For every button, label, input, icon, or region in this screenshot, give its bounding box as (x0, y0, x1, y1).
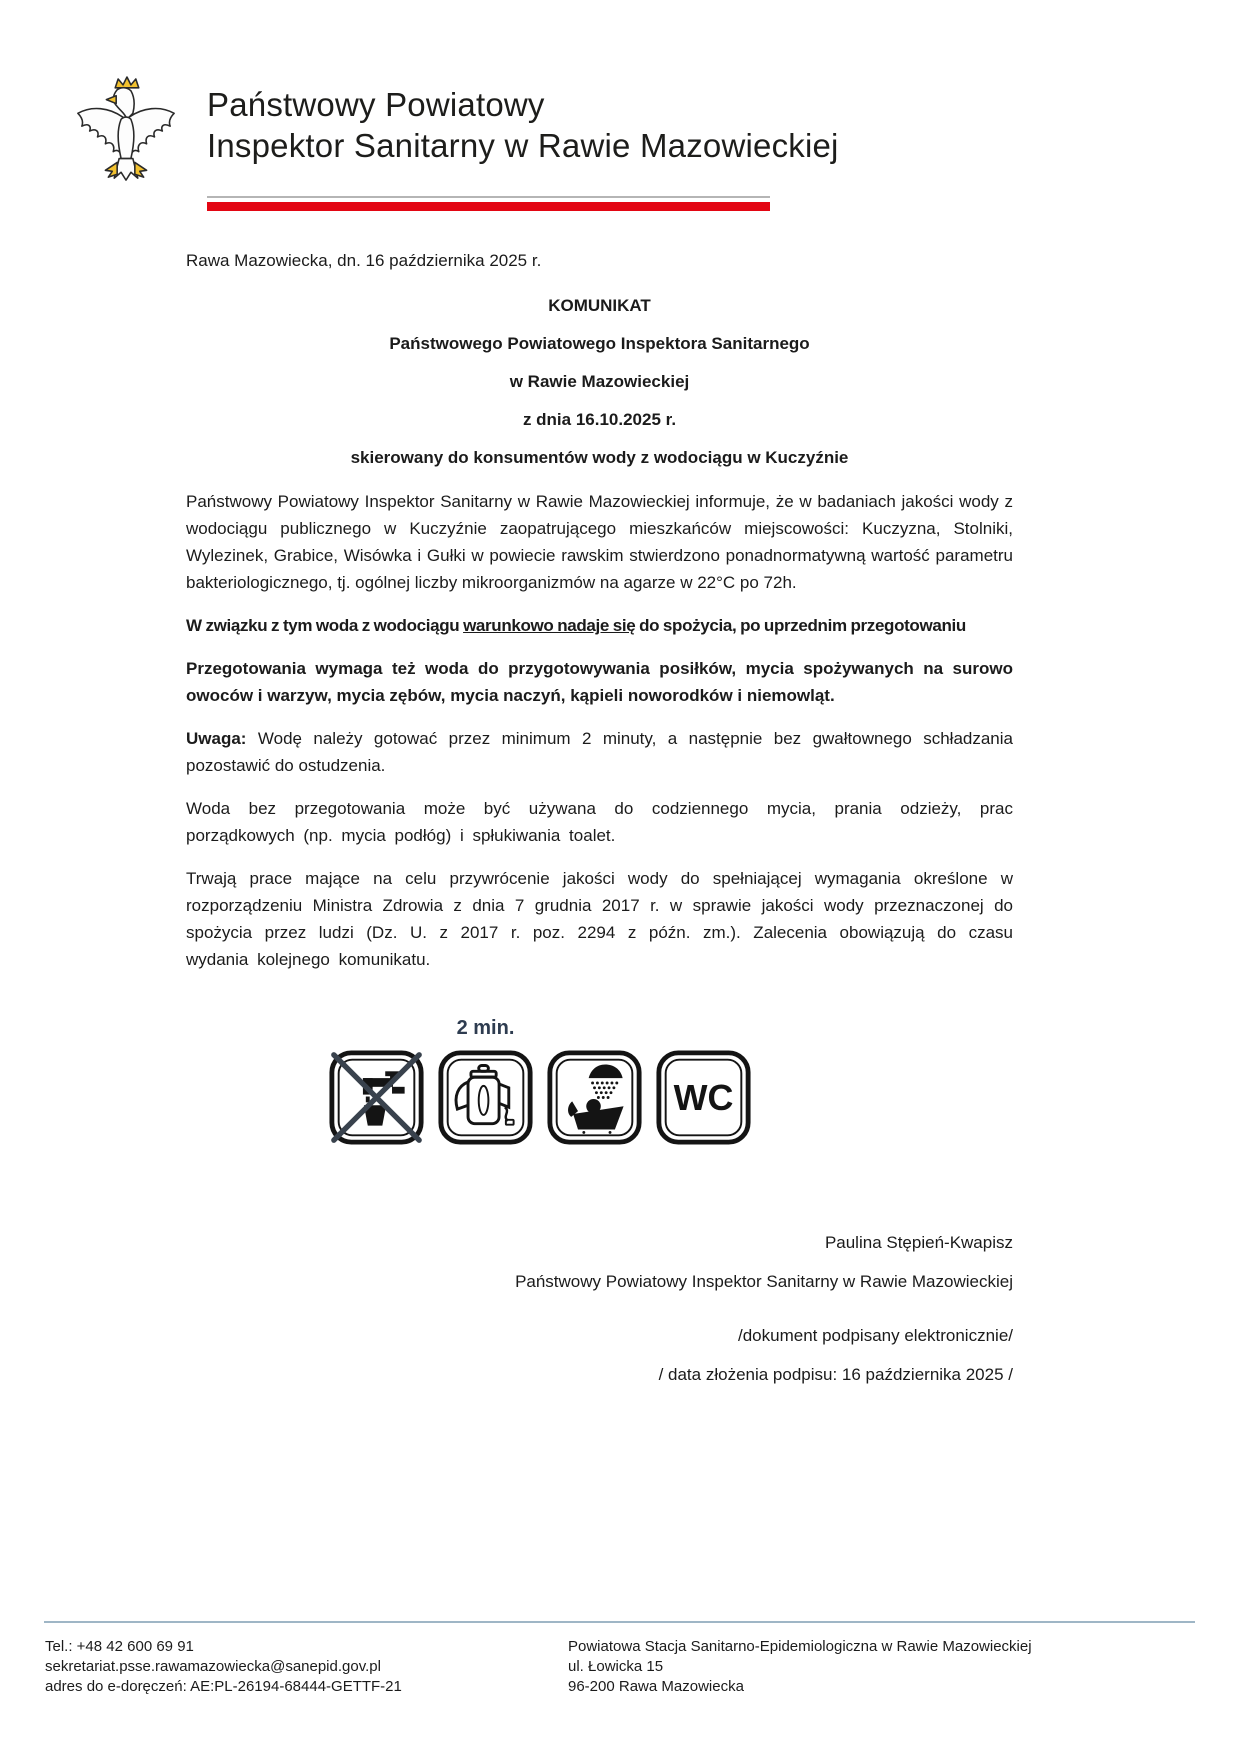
signature-block (186, 1232, 1013, 1385)
org-name-line2: Inspektor Sanitarny w Rawie Mazowieckiej (207, 127, 839, 164)
footer-street: ul. Łowicka 15 (568, 1658, 664, 1675)
paragraph-conditional-use (186, 612, 1013, 639)
footer-phone: Tel.: +48 42 600 69 91 (45, 1638, 194, 1655)
footer-contact-column (45, 1637, 568, 1697)
signature-electronic-note: /dokument podpisany elektronicznie/ (738, 1326, 1013, 1345)
kettle-boil-icon (437, 1049, 534, 1146)
footer (45, 1637, 1200, 1697)
footer-edelivery-address: adres do e-doręczeń: AE:PL-26194-68444-GETTF-21 (45, 1678, 402, 1695)
footer-station-name: Powiatowa Stacja Sanitarno-Epidemiologiczna w Rawie Mazowieckiej (568, 1638, 1032, 1655)
org-name-line1: Państwowy Powiatowy (207, 86, 545, 123)
document-body (186, 250, 1013, 1385)
no-tap-water-icon (328, 1049, 425, 1146)
paragraph-unboiled-uses: Woda bez przegotowania może być używana do codziennego mycia, prania odzieży, prac porządkowych (np. mycia podłóg) i spłukiwania toalet. (186, 799, 1013, 845)
bath-shower-icon (546, 1049, 643, 1146)
title-addressees: skierowany do konsumentów wody z wodociągu w Kuczyźnie (350, 448, 849, 467)
wc-label: WC (673, 1078, 734, 1119)
polish-eagle-emblem-icon (72, 74, 180, 192)
title-date: z dnia 16.10.2025 r. (522, 410, 677, 429)
footer-address-column (568, 1637, 1032, 1697)
signer-title: Państwowy Powiatowy Inspektor Sanitarny w Rawie Mazowieckiej (515, 1272, 1013, 1291)
paragraph-note (186, 725, 1013, 779)
conditional-prefix: W związku z tym woda z wodociągu (186, 616, 464, 635)
dateline: Rawa Mazowiecka, dn. 16 października 2025 r. (186, 251, 542, 270)
conditional-suffix: do spożycia, po uprzednim przegotowaniu (635, 616, 966, 635)
paragraph-restoration-works: Trwają prace mające na celu przywrócenie jakości wody do spełniającej wymagania określone w rozporządzeniu Ministra Zdrowia z dnia 7 grudnia 2017 r. w sprawie jakości wody przeznaczonej do spożycia przez ludzi (Dz. U. z 2017 r. poz. 2294 z późn. zm.). Zalecenia obowiązują do czasu wydania kolejnego komunikatu. (186, 869, 1013, 969)
paragraph-boiling-uses: Przegotowania wymaga też woda do przygotowywania posiłków, mycia spożywanych na surowo owoców i warzyw, mycia zębów, mycia naczyń, kąpieli noworodków i niemowląt. (186, 659, 1013, 705)
note-text: Wodę należy gotować przez minimum 2 minuty, a następnie bez gwałtownego schładzania pozostawić do ostudzenia. (186, 729, 1013, 775)
pictogram-strip (328, 1017, 752, 1146)
signer-name: Paulina Stępień-Kwapisz (824, 1233, 1013, 1252)
wc-icon (655, 1049, 752, 1146)
paragraph-intro: Państwowy Powiatowy Inspektor Sanitarny w Rawie Mazowieckiej informuje, że w badaniach jakości wody z wodociągu publicznego w Kuczyźnie zaopatrującego mieszkańców miejscowości: Kuczyzna, Stolniki, Wylezinek, Grabice, Wisówka i Gułki w powiecie rawskim stwierdzono ponadnormatywną wartość parametru bakteriologicznego, tj. ogólnej liczby mikroorganizmów na agarze w 22°C po 72h. (186, 492, 1013, 592)
note-label: Uwaga: (186, 729, 247, 748)
footer-email: sekretariat.psse.rawamazowiecka@sanepid.gov.pl (45, 1658, 381, 1675)
letterhead (207, 84, 1007, 166)
title-city: w Rawie Mazowieckiej (509, 372, 690, 391)
conditional-underlined-phrase: warunkowo nadaje się (463, 616, 636, 635)
header-red-rule (207, 202, 770, 211)
title-issuer: Państwowego Powiatowego Inspektora Sanitarnego (389, 334, 810, 353)
two-min-label: 2 min. (456, 1017, 515, 1039)
footer-divider (44, 1621, 1195, 1623)
header-gray-rule (207, 196, 770, 198)
title-komunikat: KOMUNIKAT (548, 296, 651, 315)
pictogram-row (328, 1021, 752, 1146)
signature-date-note: / data złożenia podpisu: 16 października 2025 / (658, 1365, 1013, 1384)
footer-city: 96-200 Rawa Mazowiecka (568, 1678, 744, 1695)
